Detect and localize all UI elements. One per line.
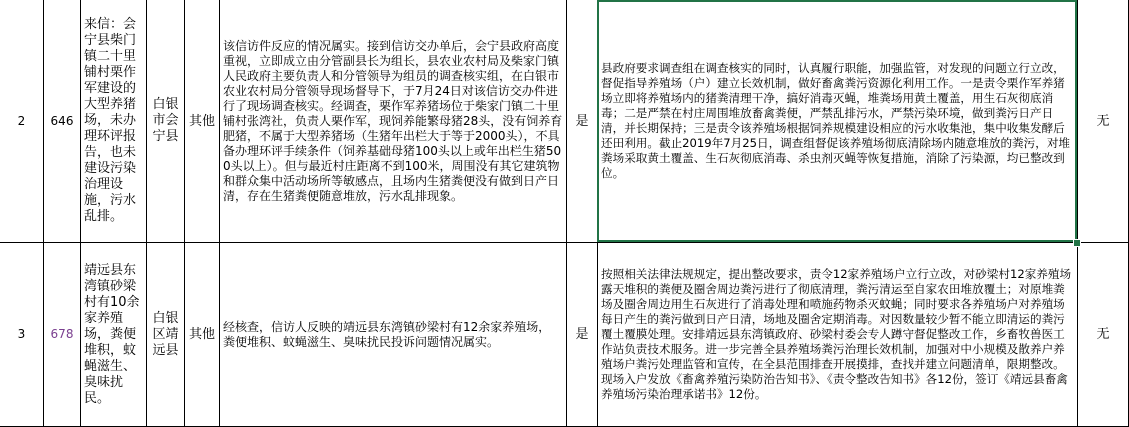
- complaint-title[interactable]: 来信：会宁县柴门镇二十里铺村栗作军建设的大型养猪场，未办理环评报告，也未建设污染治理设施，污水乱排。: [84, 17, 137, 224]
- verified-flag[interactable]: 是: [575, 327, 589, 342]
- rectification-action[interactable]: 按照相关法律法规规定，提出整改要求，责令12家养殖场户立行立改，对砂梁村12家养殖场露天堆积的粪便及圈舍周边粪污进行了彻底清理，粪污清运至自家农田堆放覆土；对原堆粪场及圈舍周边用生石灰进行了消毒处理和喷施药物杀灭蚊蝇；同时要求各养殖场户对养殖场每日产生的粪污做到日产日清，场地及圈舍定期消毒。对因数量较少暂不能立即清运的粪污覆土覆膜处理。安排靖远县东湾镇政府、砂梁村委会专人蹲守督促整改工作，乡畜牧兽医工作站负责技术服务。进一步完善全县养殖场粪污治理长效机制，加强对中小规模及散养户养殖场户粪污处理监管和宣传，在全县范围排查开展摸排，查找并建立问题清单，限期整改。现场入户发放《畜禽养殖污染防治告知书》、《责令整改告知书》各12份，签订《靖远县畜禽养殖场污染治理承诺书》12份。: [601, 267, 1072, 401]
- category[interactable]: 其他: [188, 113, 215, 129]
- fill-handle[interactable]: [1073, 239, 1081, 247]
- rectification-action[interactable]: 县政府要求调查组在调查核实的同时，认真履行职能，加强监管，对发现的问题立行立改，督促指导养殖场（户）建立长效机制，做好畜禽粪污资源化利用工作。一是责令栗作军养猪场立即将养殖场内的猪粪清理干净，搞好消毒灭蝇，堆粪场用黄土覆盖，用生石灰彻底消毒；二是严禁在村庄周围堆放畜禽粪便，严禁乱排污水，严禁污染环境，做到粪污日产日清，并长期保持；三是责令该养殖场根据饲养规模建设相应的污水收集池，集中收集发酵后还田利用。截止2019年7月25日，调查组督促该养殖场彻底清除场内随意堆放的粪污，对堆粪场采取黄土覆盖、生石灰彻底消毒、杀虫剂灭蝇等恢复措施，消除了污染源，均已整改到位。: [601, 61, 1071, 180]
- verified-flag[interactable]: 是: [575, 113, 589, 129]
- location[interactable]: 白银市会宁县: [152, 97, 179, 144]
- location[interactable]: 白银区靖远县: [152, 310, 179, 358]
- row-index[interactable]: 3: [17, 327, 26, 341]
- complaint-title[interactable]: 靖远县东湾镇砂梁村有10余家养殖场，粪便堆积，蚊蝇滋生、臭味扰民。: [84, 262, 140, 406]
- accountability[interactable]: 无: [1096, 113, 1110, 129]
- investigation-finding[interactable]: 经核查，信访人反映的靖远县东湾镇砂梁村有12余家养殖场，粪便堆积、蚊蝇滋生、臭味扰民投诉问题情况属实。: [223, 319, 551, 349]
- accountability[interactable]: 无: [1096, 327, 1110, 342]
- category[interactable]: 其他: [188, 327, 215, 342]
- case-id[interactable]: 646: [50, 113, 74, 128]
- row-index[interactable]: 2: [17, 113, 26, 128]
- investigation-finding[interactable]: 该信访件反应的情况属实。接到信访交办单后，会宁县政府高度重视，立即成立由分管副县长为组长，县农业农村局及柴家门镇人民政府主要负责人和分管领导为组员的调查核实组，在白银市农业农村局分管领导现场督导下，于7月24日对该信访交办件进行了现场调查核实。经调查，栗作军养猪场位于柴家门镇二十里铺村张湾社，负责人栗作军，现饲养能繁母猪28头，没有饲养育肥猪，不属于大型养猪场（生猪年出栏大于等于2000头），不具备办理环评手续条件（饲养基础母猪100头以上或年出栏生猪500头以上）。但与最近村庄距离不到100米，周围没有其它建筑物和群众集中活动场所等敏感点，且场内生猪粪便没有做到日产日清，存在生猪粪便随意堆放，污水乱排现象。: [223, 38, 563, 203]
- case-id[interactable]: 678: [50, 327, 74, 341]
- active-cell-selection[interactable]: [597, 0, 1077, 242]
